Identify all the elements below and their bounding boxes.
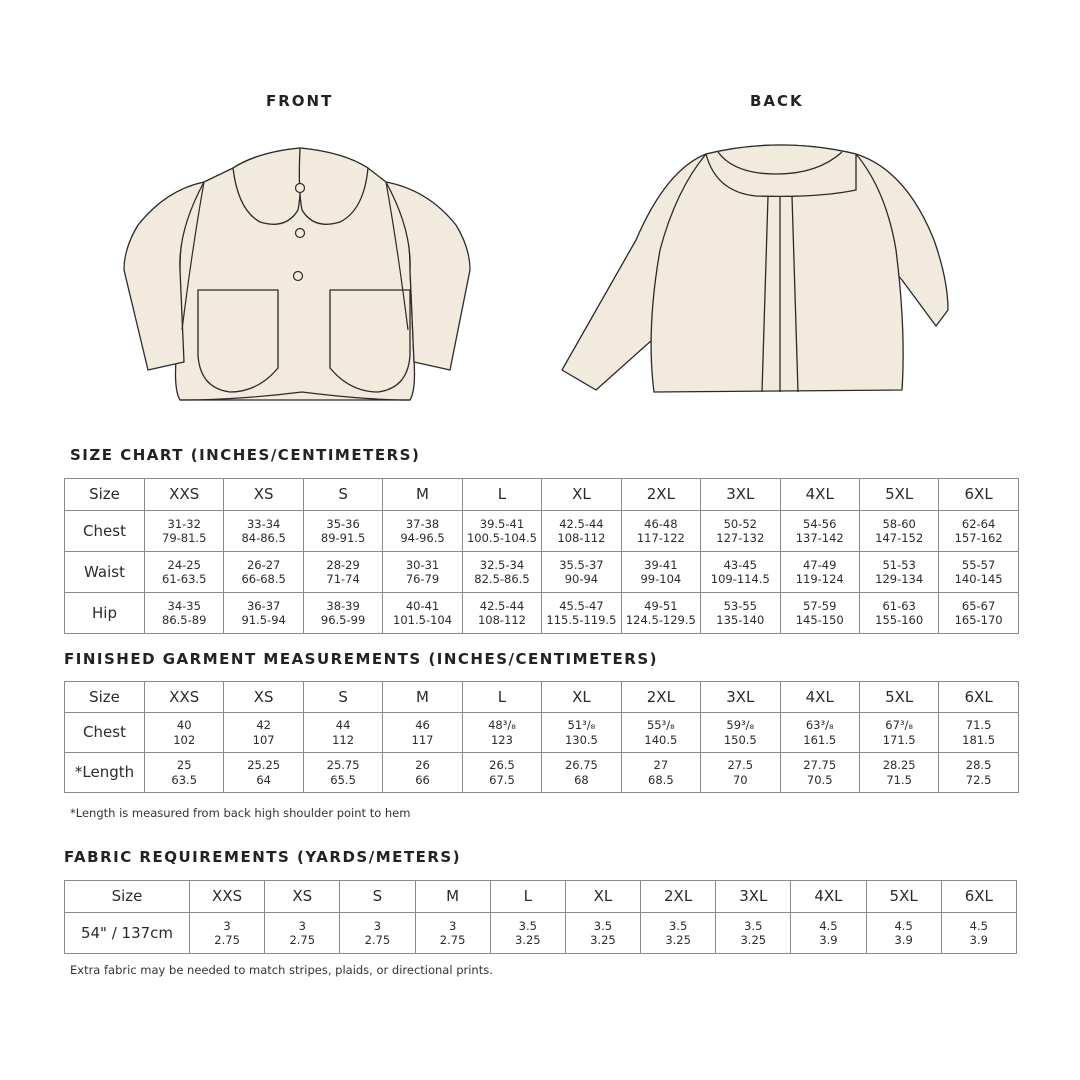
size-column-header: L	[462, 479, 541, 511]
inches-value: 39.5-41	[479, 516, 525, 531]
yards-value: 4.5	[969, 918, 988, 933]
inches-value: 39-41	[644, 557, 678, 572]
table-cell	[190, 913, 265, 954]
yards-value: 4.5	[894, 918, 913, 933]
meters-value: 3.9	[819, 933, 838, 947]
finished-measurements-title: FINISHED GARMENT MEASUREMENTS (INCHES/CENTIMETERS)	[64, 650, 659, 668]
size-column-header: L	[490, 881, 565, 913]
table-cell	[145, 511, 224, 552]
table-cell	[780, 552, 859, 593]
inches-value: 30-31	[405, 557, 440, 572]
size-column-header: 6XL	[941, 881, 1016, 913]
size-column-header: XL	[565, 881, 640, 913]
table-cell	[701, 753, 780, 793]
table-cell	[859, 593, 938, 634]
centimeters-value: 147-152	[875, 531, 924, 545]
table-cell	[791, 913, 866, 954]
table-cell	[859, 552, 938, 593]
inches-value: 25.75	[326, 758, 360, 773]
size-column-header: 3XL	[701, 479, 780, 511]
table-cell	[780, 753, 859, 793]
table-cell	[490, 913, 565, 954]
centimeters-value: 66-68.5	[241, 572, 286, 586]
back-jacket-illustration	[556, 130, 956, 410]
table-cell	[265, 913, 340, 954]
centimeters-value: 117	[411, 732, 434, 747]
fabric-requirements-title: FABRIC REQUIREMENTS (YARDS/METERS)	[64, 848, 462, 866]
table-cell	[303, 753, 382, 793]
size-column-header: XS	[265, 881, 340, 913]
inches-value: 37-38	[405, 516, 440, 531]
centimeters-value: 140-145	[954, 572, 1003, 586]
size-column-header: XL	[542, 479, 621, 511]
table-cell	[462, 511, 541, 552]
size-column-header: XS	[224, 479, 303, 511]
centimeters-value: 63.5	[171, 772, 198, 787]
table-cell	[859, 753, 938, 793]
centimeters-value: 127-132	[716, 531, 765, 545]
inches-value: 57-59	[803, 598, 837, 613]
inches-value: 35-36	[326, 516, 360, 531]
yards-value: 3.5	[668, 918, 688, 933]
centimeters-value: 72.5	[965, 772, 992, 787]
centimeters-value: 68	[574, 772, 589, 787]
table-row	[65, 713, 1019, 753]
table-cell	[621, 713, 700, 753]
size-column-header: XS	[224, 682, 303, 713]
centimeters-value: 108-112	[477, 613, 526, 627]
table-cell	[303, 593, 382, 634]
inches-value: 63³/₈	[805, 718, 834, 733]
size-header-cell: Size	[65, 682, 145, 713]
yards-value: 3	[448, 918, 457, 933]
meters-value: 2.75	[214, 933, 240, 947]
inches-value: 27.75	[803, 758, 837, 773]
table-cell	[303, 552, 382, 593]
table-cell	[859, 713, 938, 753]
meters-value: 2.75	[364, 933, 391, 947]
meters-value: 3.25	[665, 933, 691, 947]
table-cell	[383, 753, 462, 793]
inches-value: 62-64	[961, 516, 996, 531]
table-row	[65, 593, 1019, 634]
table-cell	[383, 552, 462, 593]
inches-value: 36-37	[246, 598, 281, 613]
centimeters-value: 66	[415, 772, 430, 787]
size-column-header: M	[383, 682, 462, 713]
table-cell	[780, 593, 859, 634]
inches-value: 31-32	[167, 516, 201, 531]
inches-value: 59³/₈	[726, 718, 755, 733]
centimeters-value: 76-79	[405, 572, 440, 586]
centimeters-value: 130.5	[564, 732, 598, 747]
inches-value: 25	[176, 758, 192, 773]
inches-value: 44	[335, 718, 351, 733]
centimeters-value: 65.5	[330, 772, 356, 787]
size-column-header: S	[303, 682, 382, 713]
centimeters-value: 84-86.5	[241, 531, 286, 545]
centimeters-value: 89-91.5	[320, 531, 366, 545]
front-button	[296, 229, 305, 238]
table-cell	[383, 713, 462, 753]
inches-value: 33-34	[246, 516, 281, 531]
meters-value: 3.9	[894, 933, 913, 947]
centimeters-value: 101.5-104	[393, 613, 453, 627]
table-cell	[621, 753, 700, 793]
table-cell	[866, 913, 941, 954]
table-cell	[462, 713, 541, 753]
size-column-header: 5XL	[866, 881, 941, 913]
table-cell	[939, 593, 1018, 634]
table-cell	[303, 713, 382, 753]
yards-value: 4.5	[819, 918, 838, 933]
table-cell	[224, 753, 303, 793]
size-column-header: 6XL	[939, 682, 1018, 713]
size-column-header: S	[340, 881, 415, 913]
inches-value: 42.5-44	[479, 598, 525, 613]
size-column-header: 6XL	[939, 479, 1018, 511]
table-cell	[224, 713, 303, 753]
table-cell	[716, 913, 791, 954]
inches-value: 47-49	[803, 557, 837, 572]
table-cell	[641, 913, 716, 954]
table-cell	[780, 713, 859, 753]
table-cell	[145, 593, 224, 634]
table-cell	[542, 713, 621, 753]
size-column-header: 3XL	[701, 682, 780, 713]
meters-value: 2.75	[439, 933, 466, 947]
table-cell	[701, 511, 780, 552]
table-cell	[383, 593, 462, 634]
size-chart-title: SIZE CHART (INCHES/CENTIMETERS)	[70, 446, 421, 464]
fabric-requirements-table	[64, 880, 1017, 954]
table-row	[65, 552, 1019, 593]
centimeters-value: 64	[256, 772, 271, 787]
front-jacket-illustration	[118, 130, 488, 410]
meters-value: 2.75	[289, 933, 316, 947]
inches-value: 49-51	[644, 598, 678, 613]
inches-value: 55³/₈	[646, 718, 675, 733]
table-cell	[383, 511, 462, 552]
row-label: *Length	[65, 753, 145, 793]
size-column-header: XL	[542, 682, 621, 713]
table-cell	[224, 552, 303, 593]
centimeters-value: 140.5	[644, 732, 678, 747]
centimeters-value: 107	[252, 732, 275, 747]
size-column-header: 3XL	[716, 881, 791, 913]
centimeters-value: 165-170	[954, 613, 1003, 627]
length-footnote: *Length is measured from back high shoulder point to hem	[70, 806, 411, 820]
size-column-header: 4XL	[791, 881, 866, 913]
centimeters-value: 61-63.5	[162, 572, 207, 586]
centimeters-value: 171.5	[882, 732, 916, 747]
centimeters-value: 70	[732, 772, 748, 787]
centimeters-value: 135-140	[716, 613, 765, 627]
table-cell	[224, 593, 303, 634]
centimeters-value: 96.5-99	[320, 613, 366, 627]
back-view-label: BACK	[750, 92, 804, 110]
yards-value: 3.5	[518, 918, 537, 933]
centimeters-value: 71-74	[326, 572, 360, 586]
table-cell	[462, 552, 541, 593]
centimeters-value: 157-162	[954, 531, 1003, 545]
inches-value: 53-55	[723, 598, 757, 613]
table-cell	[939, 552, 1018, 593]
table-row	[65, 753, 1019, 793]
centimeters-value: 86.5-89	[162, 613, 207, 627]
inches-value: 28.25	[882, 758, 916, 773]
inches-value: 71.5	[965, 718, 992, 733]
size-chart-table	[64, 478, 1019, 634]
yards-value: 3	[223, 918, 231, 933]
table-cell	[462, 753, 541, 793]
table-cell	[542, 753, 621, 793]
centimeters-value: 161.5	[803, 732, 837, 747]
inches-value: 40	[176, 718, 192, 733]
inches-value: 28-29	[326, 557, 360, 572]
table-header-row	[65, 479, 1019, 511]
centimeters-value: 109-114.5	[710, 572, 770, 586]
table-cell	[939, 511, 1018, 552]
inches-value: 67³/₈	[885, 718, 914, 733]
centimeters-value: 112	[332, 732, 355, 747]
centimeters-value: 123	[490, 732, 513, 747]
table-cell	[939, 753, 1018, 793]
inches-value: 27.5	[727, 758, 754, 773]
table-cell	[565, 913, 640, 954]
yards-value: 3.5	[593, 918, 613, 933]
table-cell	[145, 753, 224, 793]
centimeters-value: 67.5	[489, 772, 515, 787]
inches-value: 43-45	[723, 557, 757, 572]
row-label: Chest	[65, 511, 145, 552]
table-row	[65, 913, 1017, 954]
inches-value: 32.5-34	[479, 557, 525, 572]
size-header-cell: Size	[65, 881, 190, 913]
table-cell	[462, 593, 541, 634]
table-cell	[780, 511, 859, 552]
finished-measurements-table	[64, 681, 1019, 793]
centimeters-value: 102	[173, 732, 196, 747]
table-cell	[701, 552, 780, 593]
inches-value: 25.25	[247, 758, 281, 773]
size-column-header: 4XL	[780, 682, 859, 713]
inches-value: 51³/₈	[567, 718, 596, 733]
inches-value: 34-35	[167, 598, 201, 613]
size-column-header: 2XL	[621, 479, 700, 511]
inches-value: 42	[256, 718, 271, 733]
table-row	[65, 511, 1019, 552]
inches-value: 65-67	[961, 598, 996, 613]
inches-value: 26	[415, 758, 430, 773]
centimeters-value: 71.5	[886, 772, 912, 787]
centimeters-value: 124.5-129.5	[625, 613, 696, 627]
front-view-label: FRONT	[266, 92, 334, 110]
table-cell	[145, 552, 224, 593]
table-cell	[542, 511, 621, 552]
centimeters-value: 99-104	[640, 572, 682, 586]
centimeters-value: 70.5	[806, 772, 833, 787]
inches-value: 27	[653, 758, 669, 773]
centimeters-value: 150.5	[723, 732, 757, 747]
size-column-header: 5XL	[859, 479, 938, 511]
meters-value: 3.25	[590, 933, 616, 947]
row-label: Waist	[65, 552, 145, 593]
meters-value: 3.25	[740, 933, 767, 947]
size-column-header: 2XL	[641, 881, 716, 913]
size-column-header: 2XL	[621, 682, 700, 713]
size-header-cell: Size	[65, 479, 145, 511]
inches-value: 26-27	[246, 557, 281, 572]
centimeters-value: 115.5-119.5	[546, 613, 617, 627]
table-cell	[224, 511, 303, 552]
centimeters-value: 100.5-104.5	[466, 531, 537, 545]
size-column-header: 4XL	[780, 479, 859, 511]
centimeters-value: 119-124	[795, 572, 844, 586]
centimeters-value: 108-112	[557, 531, 606, 545]
size-column-header: XXS	[190, 881, 265, 913]
centimeters-value: 137-142	[795, 531, 844, 545]
row-label: 54" / 137cm	[65, 913, 190, 954]
centimeters-value: 79-81.5	[162, 531, 207, 545]
inches-value: 48³/₈	[488, 718, 516, 733]
inches-value: 26.5	[489, 758, 515, 773]
table-cell	[415, 913, 490, 954]
fabric-footnote: Extra fabric may be needed to match stripes, plaids, or directional prints.	[70, 963, 493, 977]
table-header-row	[65, 682, 1019, 713]
centimeters-value: 117-122	[636, 531, 685, 545]
size-column-header: M	[383, 479, 462, 511]
inches-value: 46	[415, 718, 430, 733]
table-header-row	[65, 881, 1017, 913]
size-column-header: S	[303, 479, 382, 511]
inches-value: 51-53	[882, 557, 916, 572]
table-cell	[859, 511, 938, 552]
table-cell	[542, 593, 621, 634]
inches-value: 40-41	[405, 598, 440, 613]
centimeters-value: 145-150	[795, 613, 844, 627]
size-column-header: XXS	[145, 682, 224, 713]
centimeters-value: 91.5-94	[241, 613, 286, 627]
centimeters-value: 155-160	[875, 613, 924, 627]
table-cell	[941, 913, 1016, 954]
front-button	[294, 272, 303, 281]
inches-value: 28.5	[965, 758, 992, 773]
table-cell	[701, 593, 780, 634]
size-column-header: L	[462, 682, 541, 713]
inches-value: 61-63	[882, 598, 916, 613]
inches-value: 46-48	[644, 516, 678, 531]
inches-value: 54-56	[803, 516, 837, 531]
size-column-header: 5XL	[859, 682, 938, 713]
table-cell	[340, 913, 415, 954]
front-left-pocket	[198, 290, 278, 392]
inches-value: 26.75	[564, 758, 598, 773]
size-column-header: M	[415, 881, 490, 913]
inches-value: 45.5-47	[559, 598, 604, 613]
centimeters-value: 90-94	[564, 572, 599, 586]
yards-value: 3.5	[744, 918, 763, 933]
inches-value: 35.5-37	[559, 557, 604, 572]
table-cell	[939, 713, 1018, 753]
row-label: Hip	[65, 593, 145, 634]
front-button	[296, 184, 305, 193]
front-right-pocket	[330, 290, 410, 392]
size-column-header: XXS	[145, 479, 224, 511]
table-cell	[303, 511, 382, 552]
inches-value: 38-39	[326, 598, 360, 613]
inches-value: 24-25	[167, 557, 201, 572]
row-label: Chest	[65, 713, 145, 753]
meters-value: 3.25	[514, 933, 541, 947]
table-cell	[621, 552, 700, 593]
centimeters-value: 94-96.5	[400, 531, 445, 545]
table-cell	[621, 511, 700, 552]
inches-value: 58-60	[882, 516, 916, 531]
centimeters-value: 181.5	[962, 732, 996, 747]
table-cell	[701, 713, 780, 753]
yards-value: 3	[298, 918, 306, 933]
inches-value: 50-52	[723, 516, 757, 531]
table-cell	[542, 552, 621, 593]
table-cell	[145, 713, 224, 753]
inches-value: 42.5-44	[559, 516, 604, 531]
yards-value: 3	[373, 918, 382, 933]
inches-value: 55-57	[961, 557, 996, 572]
table-cell	[621, 593, 700, 634]
meters-value: 3.9	[969, 933, 988, 947]
centimeters-value: 68.5	[648, 772, 674, 787]
centimeters-value: 129-134	[875, 572, 924, 586]
centimeters-value: 82.5-86.5	[474, 572, 530, 586]
